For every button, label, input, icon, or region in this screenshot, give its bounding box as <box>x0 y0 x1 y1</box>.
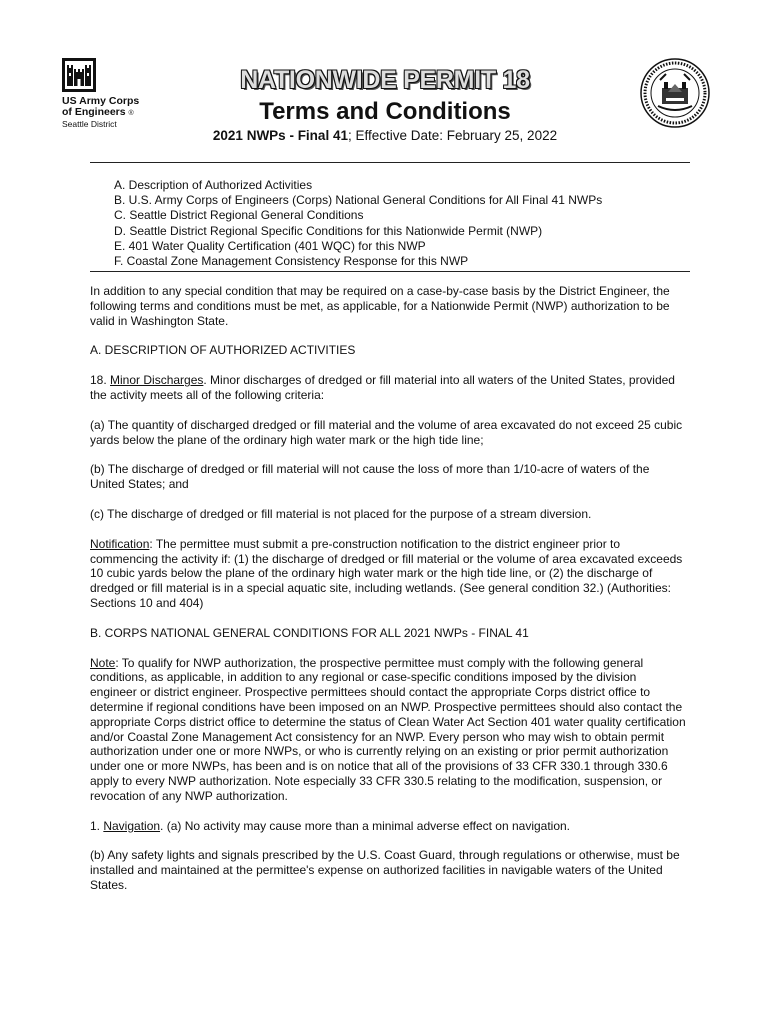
district-name: Seattle District <box>62 119 117 129</box>
castle-icon <box>62 58 96 92</box>
criterion-c: (c) The discharge of dredged or fill material is not placed for the purpose of a stream diversion. <box>90 506 592 521</box>
toc-item-d: D. Seattle District Regional Specific Conditions for this Nationwide Permit (NWP) <box>114 223 543 238</box>
toc-divider <box>90 271 690 272</box>
criterion-b: (b) The discharge of dredged or fill material will not cause the loss of more than 1/10-acre of waters of the United States; and <box>90 462 650 492</box>
page-subtitle: Terms and Conditions <box>259 98 511 125</box>
criterion-a: (a) The quantity of discharged dredged or fill material and the volume of area excavated do not exceed 25 cubic yards below the plane of the ordinary high water mark or the high tide line; <box>90 417 683 447</box>
nwp18-paragraph: 18. Minor Discharges. Minor discharges of dredged or fill material into all waters of the United States, provided the activity meets all of the following criteria: <box>90 373 675 402</box>
note-paragraph: Note: To qualify for NWP authorization, the prospective permittee must comply with the following general conditions, as applicable, in addition to any regional or case-specific conditions imposed by the division engineer or district engineer. Prospective permittees should contact the appropriate Corps district office to determine if regional conditions have been imposed on an NWP. Prospective permittees should also contact the appropriate Corps district office to determine the status of Clean Water Act Section 401 water quality certification and/or Coastal Zone Management Act consistency for an NWP. Every person who may wish to obtain permit authorization under one or more NWPs, or who is currently relying on an existing or prior permit authorization under one or more NWPs, has been and is on notice that all of the provisions of 33 CFR 330.1 through 330.6 apply to every NWP authorization. Note especially 33 CFR 330.5 relating to the modification, suspension, or revocation of any NWP authorization. <box>90 655 686 803</box>
document-body <box>90 284 686 908</box>
effective-date-line: 2021 NWPs - Final 41; Effective Date: February 25, 2022 <box>212 128 558 143</box>
toc-item-e: E. 401 Water Quality Certification (401 WQC) for this NWP <box>114 238 426 253</box>
district-seal-icon <box>640 58 710 128</box>
table-of-contents <box>114 178 602 269</box>
document-header <box>0 0 770 170</box>
section-a-heading: A. DESCRIPTION OF AUTHORIZED ACTIVITIES <box>90 343 356 358</box>
page-title: NATIONWIDE PERMIT 18 <box>240 66 530 94</box>
toc-item-b: B. U.S. Army Corps of Engineers (Corps) National General Conditions for All Final 41 NWPs <box>114 193 603 208</box>
general-condition-1: 1. Navigation. (a) No activity may cause more than a minimal adverse effect on navigation. <box>90 818 571 833</box>
org-name: US Army Corps of Engineers ® <box>62 95 140 118</box>
section-b-heading: B. CORPS NATIONAL GENERAL CONDITIONS FOR ALL 2021 NWPs - FINAL 41 <box>90 625 529 640</box>
header-divider <box>90 162 690 163</box>
intro-paragraph: In addition to any special condition that may be required on a case-by-case basis by the District Engineer, the following terms and conditions must be met, as applicable, for a Nationwide Permit (NWP) authorization to be valid in Washington State. <box>90 284 670 328</box>
notification-paragraph: Notification: The permittee must submit a pre-construction notification to the district engineer prior to commencing the activity if: (1) the discharge of dredged or fill material or the volume of area excavated exceeds 10 cubic yards below the plane of the ordinary high water mark or the high tide line, or (2) the discharge of dredged or fill material is in a special aquatic site, including wetlands. (See general condition 32.) (Authorities: Sections 10 and 404) <box>90 536 683 610</box>
toc-item-f: F. Coastal Zone Management Consistency Response for this NWP <box>114 254 469 269</box>
usace-logo <box>62 58 146 128</box>
general-condition-1b: (b) Any safety lights and signals prescribed by the U.S. Coast Guard, through regulations or otherwise, must be installed and maintained at the permittee's expense on authorized facilities in navigable waters of the United States. <box>90 848 680 892</box>
toc-item-c: C. Seattle District Regional General Conditions <box>114 208 364 223</box>
toc-item-a: A. Description of Authorized Activities <box>114 178 313 192</box>
